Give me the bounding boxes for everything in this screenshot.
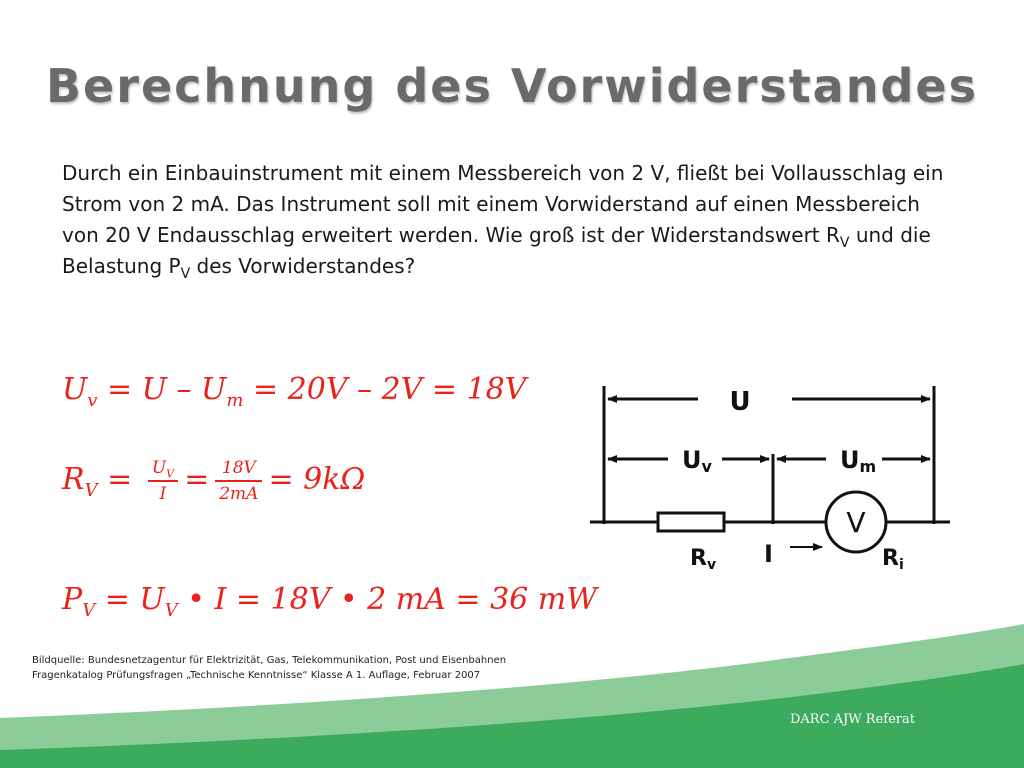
source-line-2: Fragenkatalog Prüfungsfragen „Technische Kenntnisse“ Klasse A 1. Auflage, Februar 2007 <box>32 670 481 681</box>
formula-pv-symbol: P <box>62 582 83 617</box>
formula-rv <box>62 458 365 504</box>
formula-um-sub: m <box>226 390 244 411</box>
question-sub-1: V <box>839 235 850 251</box>
formula-uv-symbol: U <box>62 372 88 407</box>
formula-pv-sub: V <box>82 600 96 621</box>
fraction-1-numerator: U <box>151 458 167 478</box>
fraction-2-denominator: 2mA <box>219 484 259 504</box>
formula-rv-sub: V <box>84 480 98 501</box>
formula-pv-eq: = U <box>95 582 165 617</box>
slide-title: Berechnung des Vorwiderstandes <box>46 58 978 113</box>
fraction-1-numerator-sub: V <box>166 467 175 481</box>
formula-uv-result: = 20V – 2V = 18V <box>243 372 527 407</box>
question-part-3: des Vorwiderstandes? <box>190 254 416 278</box>
formula-uv <box>62 372 527 411</box>
label-rv: Rv <box>690 546 717 573</box>
fraction-2-numerator: 18V <box>215 458 262 482</box>
question-part-2: und die Belastung P <box>62 223 931 278</box>
formula-rv-eq: = <box>97 462 142 497</box>
question-sub-2: V <box>180 266 191 282</box>
label-voltmeter: V <box>846 506 866 539</box>
formula-uv-eq: = U – U <box>97 372 227 407</box>
formula-rv-result: = 9kΩ <box>268 462 366 497</box>
question-part-1: Durch ein Einbauinstrument mit einem Messbereich von 2 V, fließt bei Vollausschlag ein Strom von 2 mA. Das Instrument soll mit einem Vorwiderstand auf einen Messbereich von 20 V Endausschlag erweitert werden. Wie groß ist der Widerstandswert R <box>62 161 944 247</box>
fraction-uv-over-i <box>148 458 178 504</box>
resistor-rv <box>658 513 724 531</box>
formula-rv-eq-2: = <box>184 462 210 497</box>
label-um: Um <box>840 446 877 476</box>
footer-wave-decoration <box>0 600 1024 768</box>
label-uv: Uv <box>682 446 712 476</box>
formula-pv-result: • I = 18V • 2 mA = 36 mW <box>177 582 598 617</box>
circuit-diagram <box>590 372 950 582</box>
formula-rv-symbol: R <box>62 462 85 497</box>
question-text <box>62 158 952 282</box>
footer-label: DARC AJW Referat <box>790 712 915 727</box>
source-line-1: Bildquelle: Bundesnetzagentur für Elektrizität, Gas, Telekommunikation, Post und Eisenbahnen <box>32 655 507 666</box>
label-i: I <box>764 540 773 568</box>
formula-pv-uv-sub: V <box>164 600 178 621</box>
label-u: U <box>729 387 751 417</box>
fraction-18v-over-2ma <box>215 458 262 504</box>
fraction-1-denominator: I <box>159 484 167 504</box>
label-ri: Ri <box>882 546 904 573</box>
formula-uv-sub: v <box>87 390 98 411</box>
